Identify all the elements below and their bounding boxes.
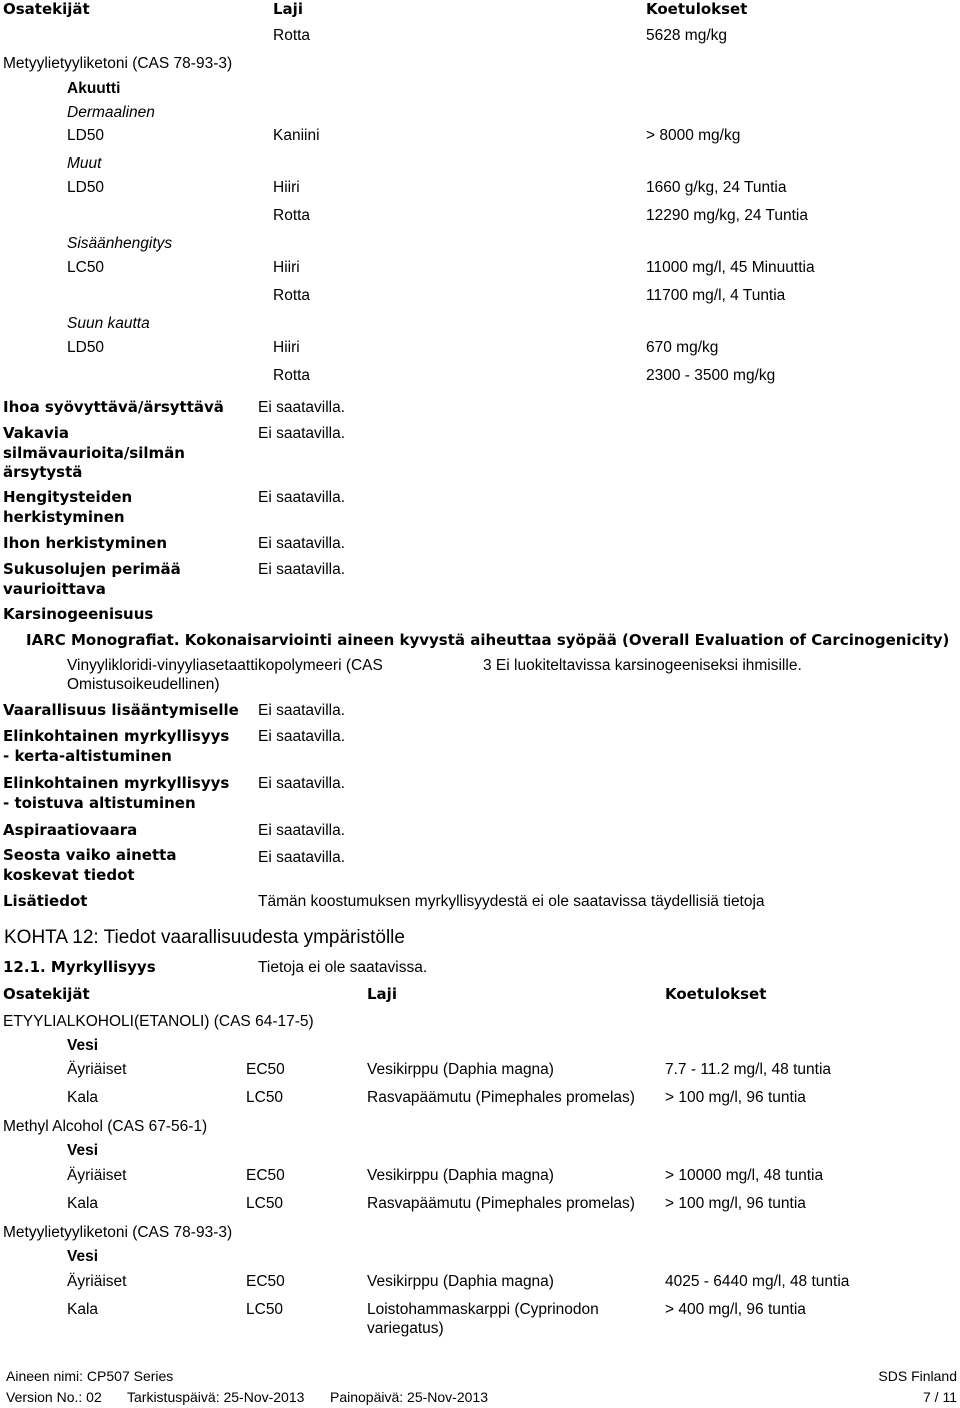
hazard-stot-re-label: Elinkohtainen myrkyllisyys - toistuva altistuminen — [3, 774, 230, 812]
hazard-eye-value: Ei saatavilla. — [258, 425, 346, 442]
footer-print-date: Painopäivä: 25-Nov-2013 — [330, 1389, 488, 1405]
ecotox-test: LC50 — [246, 1195, 284, 1212]
additional-info-value: Tämän koostumuksen myrkyllisyydestä ei ole saatavissa täydellisiä tietoja — [258, 893, 765, 910]
iarc-heading: IARC Monografiat. Kokonaisarviointi aineen kyvystä aiheuttaa syöpää (Overall Evaluation of Carcinogenicity) — [26, 631, 950, 649]
ecotox-species: Rasvapäämutu (Pimephales promelas) — [367, 1089, 635, 1106]
hazard-eye-label: Vakavia silmävaurioita/silmän ärsytystä — [3, 424, 185, 481]
hazard-resp-value: Ei saatavilla. — [258, 489, 346, 506]
tox-header-species: Laji — [273, 0, 303, 18]
ecotox-test: LC50 — [246, 1089, 284, 1106]
hazard-repro-label: Vaarallisuus lisääntymiselle — [3, 701, 239, 719]
section-12-title: KOHTA 12: Tiedot vaarallisuudesta ympäristölle — [4, 927, 405, 948]
hazard-mixture-label: Seosta vaiko ainetta koskevat tiedot — [3, 846, 177, 884]
tox-top-species: Rotta — [273, 27, 311, 44]
ecotox-medium: Vesi — [67, 1142, 99, 1159]
hazard-stot-se-value: Ei saatavilla. — [258, 728, 346, 745]
ecotox-species: Rasvapäämutu (Pimephales promelas) — [367, 1195, 635, 1212]
dermal-result: > 8000 mg/kg — [646, 127, 741, 144]
additional-info-label: Lisätiedot — [3, 892, 88, 910]
ecotox-species: Vesikirppu (Daphia magna) — [367, 1167, 554, 1184]
iarc-substance: Vinyylikloridi-vinyyliasetaattikopolymeeri (CAS Omistusoikeudellinen) — [67, 657, 383, 694]
iarc-evaluation: 3 Ei luokiteltavissa karsinogeeniseksi ihmisille. — [483, 657, 802, 674]
oral-result-2: 2300 - 3500 mg/kg — [646, 367, 776, 384]
hazard-mutagen-label: Sukusolujen perimää vaurioittava — [3, 560, 181, 598]
other-result-1: 1660 g/kg, 24 Tuntia — [646, 179, 787, 196]
ecotox-species: Vesikirppu (Daphia magna) — [367, 1273, 554, 1290]
oral-species-1: Hiiri — [273, 339, 300, 356]
ecotox-result: > 100 mg/l, 96 tuntia — [665, 1089, 806, 1106]
carcinogenicity-label: Karsinogeenisuus — [3, 605, 154, 623]
ecotox-result: 7.7 - 11.2 mg/l, 48 tuntia — [665, 1061, 832, 1078]
ecotox-group: Kala — [67, 1195, 99, 1212]
ecotox-header-results: Koetulokset — [665, 985, 767, 1003]
other-species-1: Hiiri — [273, 179, 300, 196]
hazard-mixture-value: Ei saatavilla. — [258, 849, 346, 866]
ecotox-result: > 100 mg/l, 96 tuntia — [665, 1195, 806, 1212]
other-species-2: Rotta — [273, 207, 311, 224]
hazard-skin-value: Ei saatavilla. — [258, 399, 346, 416]
ecotox-sub-label: 12.1. Myrkyllisyys — [3, 958, 156, 976]
dermal-species: Kaniini — [273, 127, 320, 144]
hazard-stot-se-label: Elinkohtainen myrkyllisyys - kerta-altistuminen — [3, 727, 230, 765]
inhalation-label: Sisäänhengitys — [67, 235, 173, 252]
acute-title: Akuutti — [67, 80, 121, 97]
hazard-stot-re-value: Ei saatavilla. — [258, 775, 346, 792]
ecotox-test: EC50 — [246, 1167, 285, 1184]
dermal-test: LD50 — [67, 127, 105, 144]
inhalation-result-2: 11700 mg/l, 4 Tuntia — [646, 287, 786, 304]
ecotox-result: > 10000 mg/l, 48 tuntia — [665, 1167, 824, 1184]
ecotox-test: EC50 — [246, 1273, 285, 1290]
ecotox-species: Vesikirppu (Daphia magna) — [367, 1061, 554, 1078]
oral-result-1: 670 mg/kg — [646, 339, 719, 356]
ecotox-medium: Vesi — [67, 1248, 99, 1265]
inhalation-result-1: 11000 mg/l, 45 Minuuttia — [646, 259, 815, 276]
footer-sds-region: SDS Finland — [878, 1368, 957, 1384]
ecotox-sub-value: Tietoja ei ole saatavissa. — [258, 959, 428, 976]
ecotox-header-species: Laji — [367, 985, 397, 1003]
ecotox-result: > 400 mg/l, 96 tuntia — [665, 1301, 806, 1318]
ecotox-header-components: Osatekijät — [3, 985, 90, 1003]
ecotox-group: Äyriäiset — [67, 1273, 127, 1290]
oral-label: Suun kautta — [67, 315, 150, 332]
other-test: LD50 — [67, 179, 105, 196]
ecotox-test: EC50 — [246, 1061, 285, 1078]
oral-test: LD50 — [67, 339, 105, 356]
footer-product-name: Aineen nimi: CP507 Series — [6, 1368, 174, 1384]
hazard-mutagen-value: Ei saatavilla. — [258, 561, 346, 578]
hazard-resp-label: Hengitysteiden herkistyminen — [3, 488, 133, 526]
footer-page-number: 7 / 11 — [923, 1389, 957, 1405]
tox-component-name: Metyylietyyliketoni (CAS 78-93-3) — [3, 55, 233, 72]
ecotox-component-ethanol: ETYYLIALKOHOLI(ETANOLI) (CAS 64-17-5) — [3, 1013, 314, 1030]
tox-header-components: Osatekijät — [3, 0, 90, 18]
inhalation-species-2: Rotta — [273, 287, 311, 304]
ecotox-group: Äyriäiset — [67, 1167, 127, 1184]
other-result-2: 12290 mg/kg, 24 Tuntia — [646, 207, 809, 224]
dermal-label: Dermaalinen — [67, 104, 155, 121]
hazard-skin-label: Ihoa syövyttävä/ärsyttävä — [3, 398, 224, 416]
ecotox-group: Kala — [67, 1301, 99, 1318]
ecotox-species: Loistohammaskarppi (Cyprinodon variegatus) — [367, 1301, 599, 1338]
hazard-skin-sens-label: Ihon herkistyminen — [3, 534, 168, 552]
hazard-aspiration-value: Ei saatavilla. — [258, 822, 346, 839]
ecotox-component-methanol: Methyl Alcohol (CAS 67-56-1) — [3, 1118, 208, 1135]
hazard-repro-value: Ei saatavilla. — [258, 702, 346, 719]
ecotox-medium: Vesi — [67, 1037, 99, 1054]
hazard-skin-sens-value: Ei saatavilla. — [258, 535, 346, 552]
ecotox-result: 4025 - 6440 mg/l, 48 tuntia — [665, 1273, 850, 1290]
oral-species-2: Rotta — [273, 367, 311, 384]
tox-header-results: Koetulokset — [646, 0, 748, 18]
ecotox-group: Kala — [67, 1089, 99, 1106]
tox-top-result: 5628 mg/kg — [646, 27, 727, 44]
hazard-aspiration-label: Aspiraatiovaara — [3, 821, 138, 839]
ecotox-component-mek: Metyylietyyliketoni (CAS 78-93-3) — [3, 1224, 233, 1241]
ecotox-test: LC50 — [246, 1301, 284, 1318]
inhalation-species-1: Hiiri — [273, 259, 300, 276]
footer-revision-date: Tarkistuspäivä: 25-Nov-2013 — [127, 1389, 305, 1405]
footer-version: Version No.: 02 — [6, 1389, 102, 1405]
ecotox-group: Äyriäiset — [67, 1061, 127, 1078]
inhalation-test: LC50 — [67, 259, 105, 276]
other-label: Muut — [67, 155, 102, 172]
